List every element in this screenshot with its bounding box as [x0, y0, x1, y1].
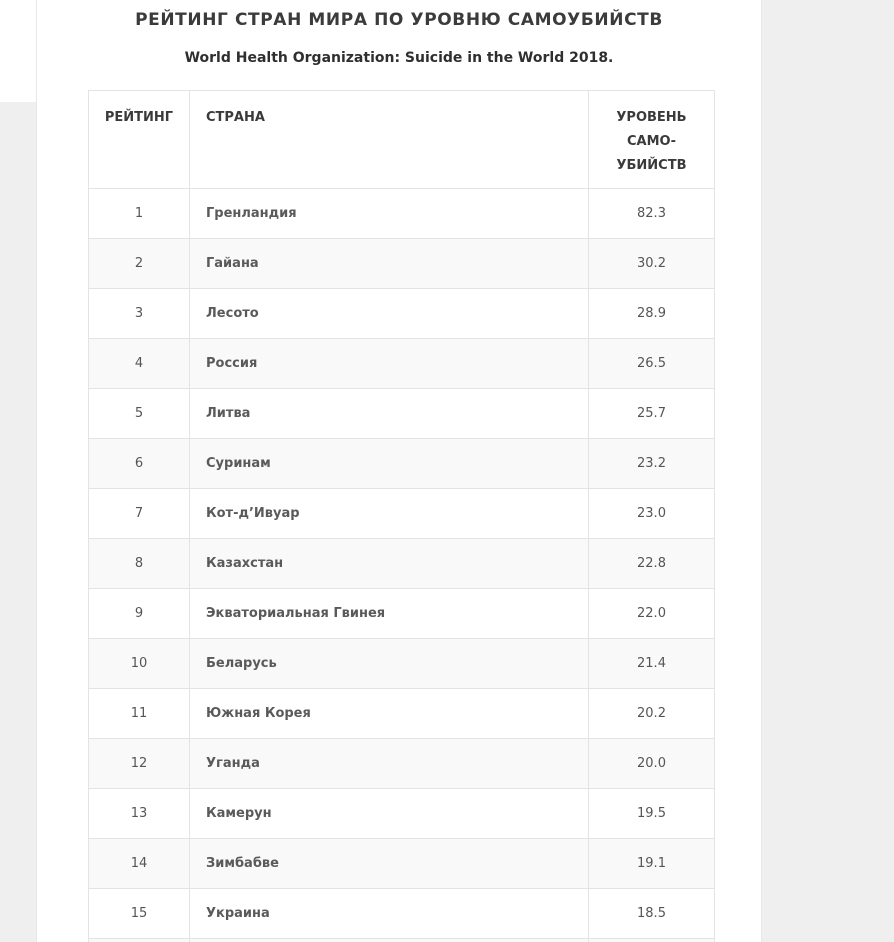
header-country: СТРАНА	[190, 91, 589, 189]
article-title: РЕЙТИНГ СТРАН МИРА ПО УРОВНЮ САМОУБИЙСТВ	[135, 10, 663, 30]
cell-country: Камерун	[190, 789, 589, 839]
table-row	[89, 589, 715, 639]
table-row	[89, 239, 715, 289]
article-subtitle: World Health Organization: Suicide in the World 2018.	[184, 50, 614, 66]
cell-rate: 28.9	[589, 289, 715, 339]
cell-rank-empty	[89, 939, 190, 942]
table-row	[89, 289, 715, 339]
left-side-panel	[0, 0, 36, 102]
cell-country: Гайана	[190, 239, 589, 289]
cell-country: Украина	[190, 889, 589, 939]
cell-rate: 18.5	[589, 889, 715, 939]
cell-country: Уганда	[190, 739, 589, 789]
cell-rate: 19.5	[589, 789, 715, 839]
cell-rank: 8	[89, 539, 190, 589]
table-row	[89, 539, 715, 589]
cell-rank: 14	[89, 839, 190, 889]
table-row	[89, 839, 715, 889]
cell-rate: 20.0	[589, 739, 715, 789]
cell-rate: 23.0	[589, 489, 715, 539]
cell-country: Россия	[190, 339, 589, 389]
article-card	[36, 0, 762, 942]
table-row	[89, 639, 715, 689]
cell-country: Гренландия	[190, 189, 589, 239]
cell-rate: 82.3	[589, 189, 715, 239]
cell-country: Экваториальная Гвинея	[190, 589, 589, 639]
cell-country: Южная Корея	[190, 689, 589, 739]
table-row	[89, 189, 715, 239]
cell-rate: 20.2	[589, 689, 715, 739]
cell-country: Кот-д’Ивуар	[190, 489, 589, 539]
cell-country: Литва	[190, 389, 589, 439]
table-row-partial	[89, 939, 715, 942]
cell-country: Лесото	[190, 289, 589, 339]
cell-rank: 15	[89, 889, 190, 939]
cell-rate: 25.7	[589, 389, 715, 439]
table-row	[89, 489, 715, 539]
suicide-rate-table	[88, 90, 715, 942]
cell-rank: 1	[89, 189, 190, 239]
cell-country: Зимбабве	[190, 839, 589, 889]
cell-rank: 4	[89, 339, 190, 389]
cell-rank: 11	[89, 689, 190, 739]
cell-rank: 3	[89, 289, 190, 339]
cell-rate: 19.1	[589, 839, 715, 889]
cell-rank: 6	[89, 439, 190, 489]
cell-rate-empty	[589, 939, 715, 942]
cell-rank: 5	[89, 389, 190, 439]
cell-country: Беларусь	[190, 639, 589, 689]
table-row	[89, 389, 715, 439]
table-row	[89, 689, 715, 739]
table-row	[89, 439, 715, 489]
cell-country-empty	[190, 939, 589, 942]
cell-rank: 7	[89, 489, 190, 539]
cell-rank: 10	[89, 639, 190, 689]
cell-country: Казахстан	[190, 539, 589, 589]
cell-rank: 9	[89, 589, 190, 639]
cell-rate: 23.2	[589, 439, 715, 489]
table-header-row	[89, 91, 715, 189]
cell-rate: 21.4	[589, 639, 715, 689]
cell-rank: 13	[89, 789, 190, 839]
table-row	[89, 789, 715, 839]
cell-rank: 2	[89, 239, 190, 289]
cell-country: Суринам	[190, 439, 589, 489]
cell-rate: 30.2	[589, 239, 715, 289]
table-row	[89, 889, 715, 939]
cell-rank: 12	[89, 739, 190, 789]
header-rate: УРОВЕНЬ САМО-УБИЙСТВ	[589, 91, 715, 189]
cell-rate: 26.5	[589, 339, 715, 389]
cell-rate: 22.0	[589, 589, 715, 639]
cell-rate: 22.8	[589, 539, 715, 589]
table-row	[89, 739, 715, 789]
header-rank: РЕЙТИНГ	[89, 91, 190, 189]
table-row	[89, 339, 715, 389]
